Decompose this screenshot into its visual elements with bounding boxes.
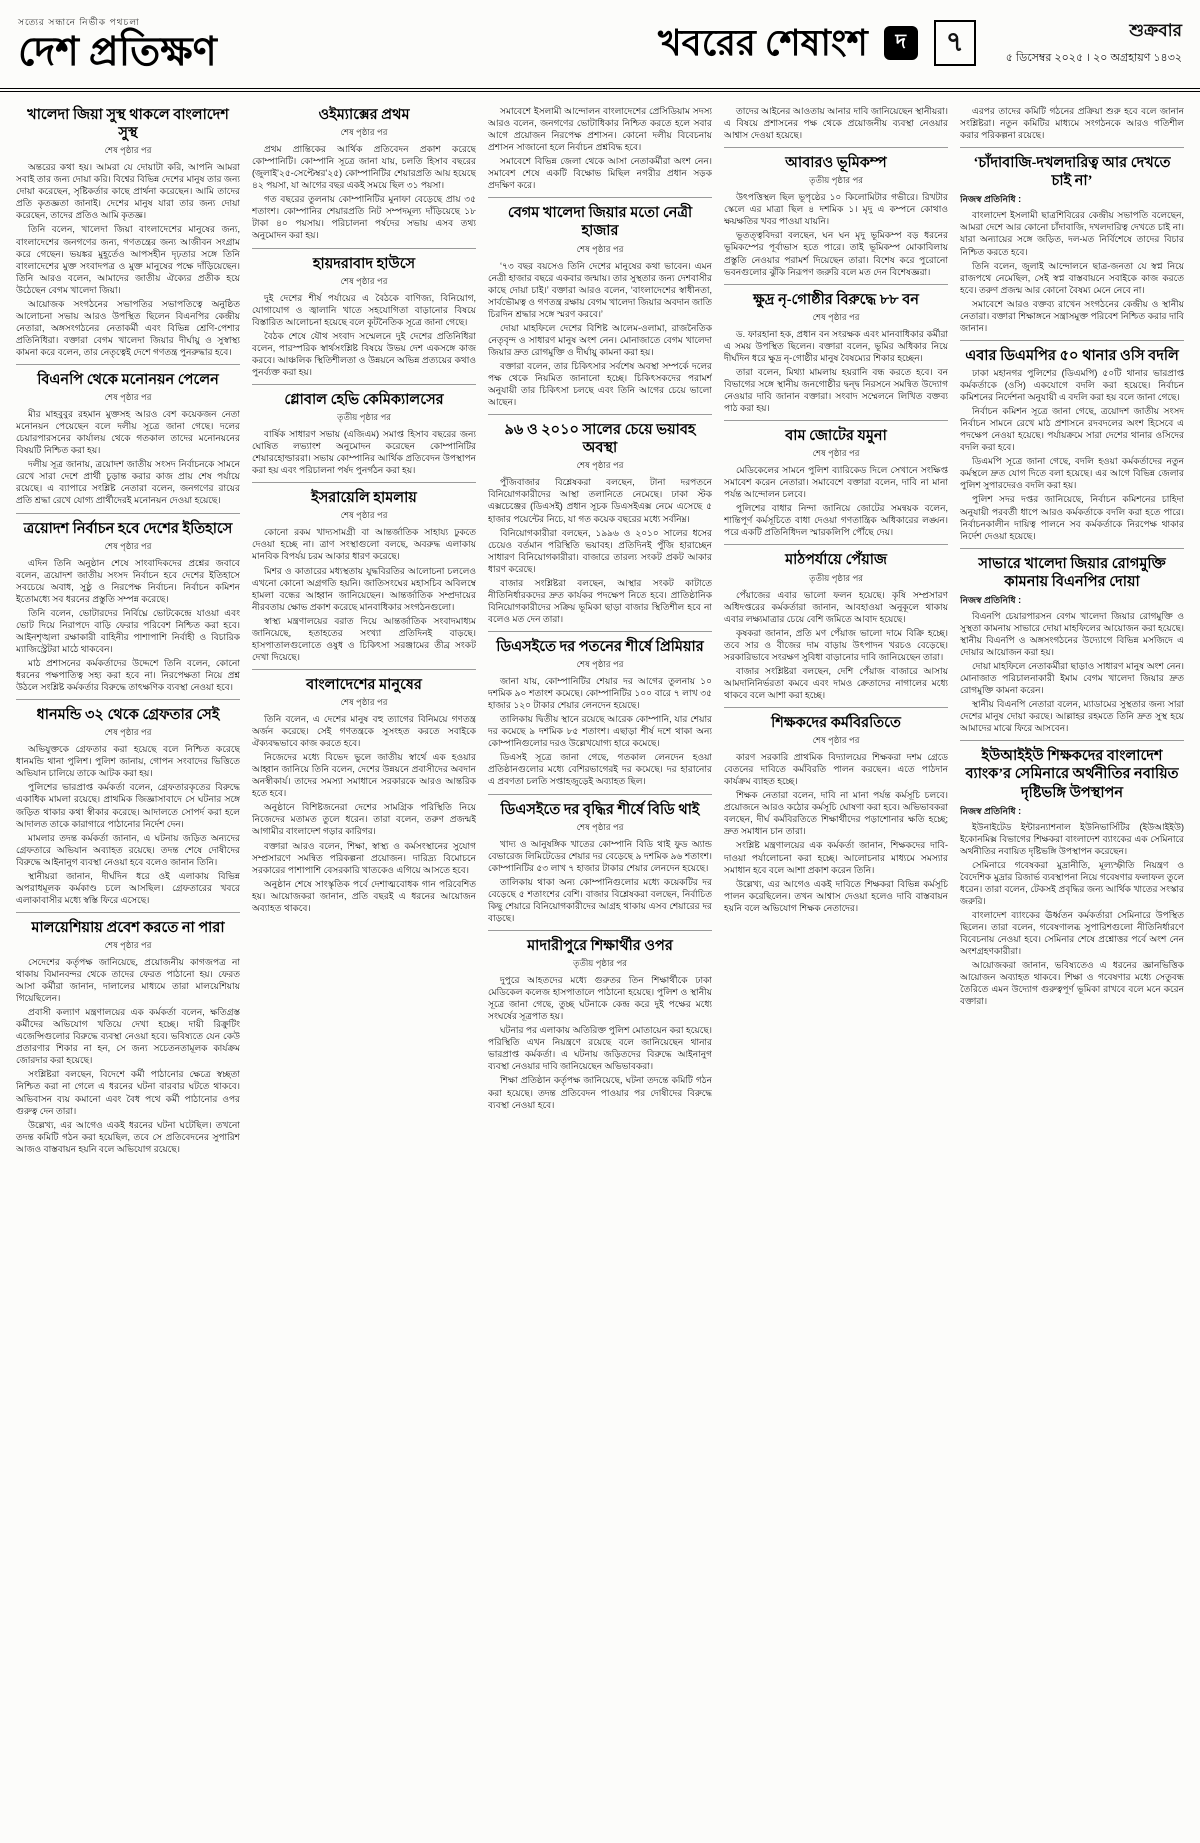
article-paragraph: অনুষ্ঠান শেষে সাংস্কৃতিক পর্বে দেশাত্মবোধক গান পরিবেশিত হয়। আয়োজকরা জানান, প্রতি বছরই এ ধরনের আয়োজন অব্যাহত থাকবে।: [252, 878, 476, 913]
article-byline: নিজস্ব প্রতিনিধি :: [960, 594, 1022, 605]
continuation-label: শেষ পৃষ্ঠার পর: [576, 243, 624, 254]
article-headline: গ্লোবাল হেভি কেমিক্যালসের: [284, 391, 444, 408]
article: [16, 513, 240, 694]
article-paragraph: তিনি বলেন, জুলাই আন্দোলনে ছাত্র-জনতা যে স্বপ্ন নিয়ে রাজপথে নেমেছিল, সেই স্বপ্ন বাস্তবায়নে সবাইকে কাজ করতে হবে। তরুণ প্রজন্ম আর কোনো বৈষম্য মেনে নেবে না।: [960, 260, 1184, 295]
paper-emblem-icon: দ: [884, 26, 918, 60]
page-number-box: [934, 20, 976, 66]
article-paragraph: নিজেদের মধ্যে বিভেদ ভুলে জাতীয় স্বার্থে এক হওয়ার আহ্বান জানিয়ে তিনি বলেন, দেশের উন্নয়নে প্রবাসীদের অবদান অনস্বীকার্য। তাদের সমস্যা সমাধানে সরকারকে আরও আন্তরিক হতে হবে।: [252, 752, 476, 799]
article-byline: নিজস্ব প্রতিনিধি :: [960, 194, 1022, 205]
article-paragraph: প্রবাসী কল্যাণ মন্ত্রণালয়ের এক কর্মকর্তা বলেন, ক্ষতিগ্রস্ত কর্মীদের অভিযোগ খতিয়ে দেখা হচ্ছে। দায়ী রিক্রুটিং এজেন্সিগুলোর বিরুদ্ধে ব্যবস্থা নেওয়া হবে। ভবিষ্যতে যেন কেউ প্রতারণার শিকার না হন, সে জন্য সচেতনতামূলক কার্যক্রম জোরদার করা হয়েছে।: [16, 1007, 240, 1066]
article-byline: নিজস্ব প্রতিনিধি :: [960, 805, 1022, 816]
article-paragraph: বিনিয়োগকারীরা বলছেন, ১৯৯৬ ও ২০১০ সালের ধসের চেয়েও বর্তমান পরিস্থিতি ভয়াবহ। প্রতিদিনই পুঁজি হারাচ্ছেন সাধারণ বিনিয়োগকারীরা। বাজারে তারল্য সংকট প্রকট আকার ধারণ করেছে।: [488, 527, 712, 574]
article-headline: ওইম্যাক্সের প্রথম: [318, 107, 410, 123]
article-paragraph: বক্তারা আরও বলেন, শিক্ষা, স্বাস্থ্য ও কর্মসংস্থানের সুযোগ সম্প্রসারণে সমন্বিত পরিকল্পনা প্রয়োজন। দারিদ্র্য বিমোচনে সরকারের পাশাপাশি বেসরকারি খাতকেও এগিয়ে আসতে হবে।: [252, 840, 476, 875]
article: [252, 482, 476, 663]
article-headline: ‘চাঁদাবাজি-দখলদারিত্ব আর দেখতে চাই না’: [973, 155, 1171, 190]
article-headline: বিএনপি থেকে মনোনয়ন পেলেন: [37, 372, 219, 388]
article-paragraph: বক্তারা বলেন, তার চিকিৎসার সর্বশেষ অবস্থা সম্পর্কে দলের পক্ষ থেকে নিয়মিত জানানো হচ্ছে। চিকিৎসকদের পরামর্শ অনুযায়ী তার চিকিৎসা চলছে এবং তিনি আগের চেয়ে ভালো আছেন।: [488, 360, 712, 408]
continuation-label: শেষ পৃষ্ঠার পর: [104, 727, 152, 738]
article-paragraph: দুই দেশের শীর্ষ পর্যায়ের এ বৈঠকে বাণিজ্য, বিনিয়োগ, যোগাযোগ ও জ্বালানি খাতে সহযোগিতা বাড়ানোর বিষয়ে বিস্তারিত আলোচনা হয়েছে বলে কূটনৈতিক সূত্রে জানা গেছে।: [252, 292, 476, 327]
article-paragraph: বাজার সংশ্লিষ্টরা বলছেন, আস্থার সংকট কাটাতে নীতিনির্ধারকদের দ্রুত কার্যকর পদক্ষেপ নিতে হবে। প্রাতিষ্ঠানিক বিনিয়োগকারীদের সক্রিয় ভূমিকা ছাড়া বাজার স্থিতিশীল হবে না বলেও মত দেন তারা।: [488, 577, 712, 624]
article-paragraph: বাংলাদেশ ইসলামী ছাত্রশিবিরের কেন্দ্রীয় সভাপতি বলেছেন, আমরা দেশে আর কোনো চাঁদাবাজি, দখলদারিত্ব দেখতে চাই না। যারা অন্যায়ের সঙ্গে জড়িত, দল-মত নির্বিশেষে তাদের বিচার নিশ্চিত করতে হবে।: [960, 210, 1184, 257]
article-paragraph: উল্লেখ্য, এর আগেও একই ধরনের ঘটনা ঘটেছিল। তখনো তদন্ত কমিটি গঠন করা হয়েছিল, তবে সে প্রতিবেদনের সুপারিশ আজও বাস্তবায়ন হয়নি বলে অভিযোগ রয়েছে।: [16, 1119, 240, 1154]
article-headline: সাভারে খালেদা জিয়ার রোগমুক্তি কামনায় বিএনপির দোয়া: [978, 555, 1166, 590]
article-headline: বেগম খালেদা জিয়ার মতো নেত্রী হাজার: [507, 205, 693, 240]
article-paragraph: ঘটনার পর এলাকায় অতিরিক্ত পুলিশ মোতায়েন করা হয়েছে। পরিস্থিতি এখন নিয়ন্ত্রণে রয়েছে বলে জানিয়েছেন থানার ভারপ্রাপ্ত কর্মকর্তা। এ ঘটনায় জড়িতদের বিরুদ্ধে আইনানুগ ব্যবস্থা নেওয়ার দাবি জানিয়েছেন অভিভাবকরা।: [488, 1025, 712, 1072]
article-paragraph: এরপর তাদের কমিটি গঠনের প্রক্রিয়া শুরু হবে বলে জানান সংশ্লিষ্টরা। নতুন কমিটির মাধ্যমে সংগঠনকে আরও গতিশীল করার পরিকল্পনা রয়েছে।: [960, 106, 1184, 141]
article: [488, 794, 712, 924]
article-headline: মালয়েশিয়ায় প্রবেশ করতে না পারা: [31, 919, 225, 936]
article-paragraph: মেডিকেলের সামনে পুলিশ ব্যারিকেড দিলে সেখানে সংক্ষিপ্ত সমাবেশ করেন নেতারা। সমাবেশে বক্তারা বলেন, দাবি না মানা পর্যন্ত আন্দোলন চলবে।: [724, 465, 948, 500]
continuation-label: শেষ পৃষ্ঠার পর: [340, 697, 388, 708]
article-headline: ধানমন্ডি ৩২ থেকে গ্রেফতার সেই: [36, 707, 220, 724]
article-paragraph: অন্তরের কথা হয়। আমরা যে দোয়াটা করি, আপনি আমরা সবাই তার জন্য দোয়া করি। বিশ্বের বিভিন্ন দেশের মানুষ তার জন্য দোয়া করেছেন, সৃষ্টিকর্তার কাছে প্রার্থনা করেছেন। আমি তাদের প্রতি কৃতজ্ঞতা জানাই। দেশের মানুষ যারা তার জন্য দোয়া করেছেন, তাদের প্রতিও আমি কৃতজ্ঞ।: [16, 162, 240, 221]
continuation-label: শেষ পৃষ্ঠার পর: [812, 735, 860, 746]
continuation-label: শেষ পৃষ্ঠার পর: [812, 311, 860, 322]
article-paragraph: সংশ্লিষ্ট মন্ত্রণালয়ের এক কর্মকর্তা জানান, শিক্ষকদের দাবি-দাওয়া পর্যালোচনা করা হচ্ছে। আলোচনার মাধ্যমে সমস্যার সমাধান হবে বলে আশা প্রকাশ করেন তিনি।: [724, 840, 948, 875]
paper-logo: [18, 15, 217, 72]
article: [16, 102, 240, 358]
article-paragraph: মামলার তদন্ত কর্মকর্তা জানান, এ ঘটনায় জড়িত অন্যদের গ্রেফতারে অভিযান অব্যাহত রয়েছে। তদন্ত শেষে দোষীদের বিরুদ্ধে আইনানুগ ব্যবস্থা নেওয়া হবে বলেও জানান তিনি।: [16, 832, 240, 867]
continuation-label: শেষ পৃষ্ঠার পর: [812, 448, 860, 459]
article: [724, 147, 948, 277]
continuation-label: শেষ পৃষ্ঠার পর: [104, 940, 152, 950]
article-paragraph: তিনি বলেন, এ দেশের মানুষ বহু ত্যাগের বিনিময়ে গণতন্ত্র অর্জন করেছে। সেই গণতন্ত্রকে সুসংহত করতে সবাইকে ঐক্যবদ্ধভাবে কাজ করতে হবে।: [252, 714, 476, 749]
article: [724, 102, 948, 141]
section-title: খবরের শেষাংশ: [658, 23, 868, 63]
article-paragraph: অনুষ্ঠানে বিশিষ্টজনেরা দেশের সামগ্রিক পরিস্থিতি নিয়ে নিজেদের মতামত তুলে ধরেন। তারা বলেন, তরুণ প্রজন্মই আগামীর বাংলাদেশ গড়ার কারিগর।: [252, 802, 476, 837]
continuation-label: শেষ পৃষ্ঠার পর: [104, 145, 152, 156]
article-paragraph: আয়োজকরা জানান, ভবিষ্যতেও এ ধরনের জ্ঞানভিত্তিক আয়োজন অব্যাহত থাকবে। শিক্ষা ও গবেষণার মধ্যে সেতুবন্ধ তৈরিতে এমন উদ্যোগ গুরুত্বপূর্ণ ভূমিকা রাখবে বলে মনে করেন বক্তারা।: [960, 960, 1184, 1007]
article: [960, 147, 1184, 334]
article: [252, 248, 476, 378]
article-headline: আবারও ভূমিকম্প: [785, 155, 887, 172]
continuation-label: শেষ পৃষ্ঠার পর: [104, 540, 152, 551]
article-paragraph: সমাবেশে বিভিন্ন জেলা থেকে আসা নেতাকর্মীরা অংশ নেন। সমাবেশ শেষে একটি বিক্ষোভ মিছিল নগরীর প্রধান সড়ক প্রদক্ষিণ করে।: [488, 156, 712, 191]
article-paragraph: তিনি বলেন, ভোটারদের নির্বিঘ্নে ভোটকেন্দ্রে যাওয়া এবং ভোট দিয়ে নিরাপদে বাড়ি ফেরার পরিবেশ নিশ্চিত করা হবে। আইনশৃঙ্খলা রক্ষাকারী বাহিনীর পাশাপাশি নির্বাহী ও বিচারিক ম্যাজিস্ট্রেটরা মাঠে থাকবেন।: [16, 607, 240, 654]
article-paragraph: শিক্ষক নেতারা বলেন, দাবি না মানা পর্যন্ত কর্মসূচি চলবে। প্রয়োজনে আরও কঠোর কর্মসূচি ঘোষণা করা হবে। অভিভাবকরা বলছেন, দীর্ঘ কর্মবিরতিতে শিক্ষার্থীদের পড়াশোনার ক্ষতি হচ্ছে; দ্রুত সমাধান চান তারা।: [724, 790, 948, 837]
article-paragraph: পুলিশ সদর দপ্তর জানিয়েছে, নির্বাচন কমিশনের চাহিদা অনুযায়ী পরবর্তী ধাপে আরও কর্মকর্তাকে বদলি করা হতে পারে। নির্বাচনকালীন দায়িত্ব পালনে সব কর্মকর্তাকে নিরপেক্ষ থাকার নির্দেশ দেওয়া হয়েছে।: [960, 494, 1184, 541]
article-headline: হায়দরাবাদ হাউসে: [312, 255, 416, 272]
article-headline: খালেদা জিয়া সুস্থ থাকলে বাংলাদেশ সুস্থ: [27, 107, 229, 142]
article-paragraph: সমাবেশে ইসলামী আন্দোলন বাংলাদেশের প্রেসিডিয়াম সদস্য আরও বলেন, জনগণের ভোটাধিকার নিশ্চিত করতে হলে সবার আগে প্রয়োজন নিরপেক্ষ প্রশাসন। কোনো দলীয় বিবেচনায় প্রশাসন সাজানো হলে নির্বাচন প্রশ্নবিদ্ধ হবে।: [488, 106, 712, 153]
article: [16, 364, 240, 507]
article-paragraph: এদিন তিনি অনুষ্ঠান শেষে সাংবাদিকদের প্রশ্নের জবাবে বলেন, ত্রয়োদশ জাতীয় সংসদ নির্বাচন হবে দেশের ইতিহাসে সবচেয়ে অবাধ, সুষ্ঠু ও নিরপেক্ষ নির্বাচন। নির্বাচন কমিশন ইতোমধ্যে সব ধরনের প্রস্তুতি সম্পন্ন করেছে।: [16, 557, 240, 604]
article-paragraph: শিক্ষা প্রতিষ্ঠান কর্তৃপক্ষ জানিয়েছে, ঘটনা তদন্তে কমিটি গঠন করা হয়েছে। তদন্ত প্রতিবেদন পাওয়ার পর দোষীদের বিরুদ্ধে ব্যবস্থা নেওয়া হবে।: [488, 1075, 712, 1110]
article-paragraph: সেদেশের কর্তৃপক্ষ জানিয়েছে, প্রয়োজনীয় কাগজপত্র না থাকায় বিমানবন্দর থেকে তাদের ফেরত পাঠানো হয়। ফেরত আসা কর্মীরা জানান, দালালের মাধ্যমে তারা মালয়েশিয়ায় গিয়েছিলেন।: [16, 957, 240, 1004]
article: [724, 284, 948, 414]
continuation-label: শেষ পৃষ্ঠার পর: [340, 510, 388, 521]
article-headline: মাঠপর্যায়ে পেঁয়াজ: [785, 552, 887, 569]
date-line: ৫ ডিসেম্বর ২০২৫ । ২০ অগ্রহায়ণ ১৪৩২: [1005, 52, 1182, 64]
article-paragraph: ইউনাইটেড ইন্টারন্যাশনাল ইউনিভার্সিটির (ইউআইইউ) ইকোনমিক্স বিভাগের শিক্ষকরা বাংলাদেশ ব্যাংকের এক সেমিনারে অর্থনীতির নবায়িত দৃষ্টিভঙ্গি উপস্থাপন করেছেন।: [960, 821, 1184, 856]
column-1: [16, 102, 240, 1831]
article-headline: ডিএসইতে দর পতনের শীর্ষে প্রিমিয়ার: [496, 638, 704, 655]
article: [252, 669, 476, 914]
article-paragraph: পুলিশের বাধার নিন্দা জানিয়ে জোটের সমন্বয়ক বলেন, শান্তিপূর্ণ কর্মসূচিতে বাধা দেওয়া গণতান্ত্রিক অধিকারের লঙ্ঘন। পরে একটি প্রতিনিধিদল স্মারকলিপি পৌঁছে দেয়।: [724, 503, 948, 538]
article-headline: ইউআইইউ শিক্ষকদের বাংলাদেশ ব্যাংক’র সেমিনারে অর্থনীতির নবায়িত দৃষ্টিভঙ্গি উপস্থাপন: [965, 748, 1179, 801]
article: [488, 414, 712, 625]
article-paragraph: গত বছরের তুলনায় কোম্পানিটির মুনাফা বেড়েছে প্রায় ৩৫ শতাংশ। কোম্পানির শেয়ারপ্রতি নিট সম্পদমূল্য দাঁড়িয়েছে ১৮ টাকা ৪০ পয়সায়। পরিচালনা পর্ষদের সভায় এসব তথ্য অনুমোদন করা হয়।: [252, 194, 476, 241]
article-paragraph: জানা যায়, কোম্পানিটির শেয়ার দর আগের তুলনায় ১০ দশমিক ৯০ শতাংশ কমেছে। কোম্পানিটির ১০০ বারে ৭ লাখ ৩৫ হাজার ১২০ টাকার শেয়ার লেনদেন হয়েছে।: [488, 676, 712, 711]
article-paragraph: উল্লেখ্য, এর আগেও একই দাবিতে শিক্ষকরা বিভিন্ন কর্মসূচি পালন করেছিলেন। তখন আশ্বাস দেওয়া হলেও দাবি বাস্তবায়ন হয়নি বলে অভিযোগ শিক্ষক নেতাদের।: [724, 878, 948, 913]
article-paragraph: ডিএসই সূত্রে জানা গেছে, গতকাল লেনদেন হওয়া প্রতিষ্ঠানগুলোর মধ্যে বেশিরভাগেরই দর কমেছে। দর হারানোর এ প্রবণতা চলতি সপ্তাহজুড়েই অব্যাহত ছিল।: [488, 752, 712, 787]
article: [488, 930, 712, 1111]
continuation-label: তৃতীয় পৃষ্ঠার পর: [809, 572, 863, 583]
article: [252, 102, 476, 242]
article-paragraph: সংশ্লিষ্টরা বলছেন, বিদেশে কর্মী পাঠানোর ক্ষেত্রে স্বচ্ছতা নিশ্চিত করা না গেলে এ ধরনের ঘটনা বারবার ঘটতে থাকবে। অভিবাসন ব্যয় কমানো এবং বৈধ পথে কর্মী পাঠানোর ওপর গুরুত্ব দেন তারা।: [16, 1069, 240, 1116]
paper-name: দেশ প্রতিক্ষণ: [18, 28, 217, 74]
article-paragraph: বৈঠক শেষে যৌথ সংবাদ সম্মেলনে দুই দেশের প্রতিনিধিরা বলেন, পারস্পরিক স্বার্থসংশ্লিষ্ট বিষয়ে উভয় দেশ একসঙ্গে কাজ করবে। আঞ্চলিক স্থিতিশীলতা ও উন্নয়নে অভিন্ন প্রত্যয়ের কথাও পুনর্ব্যক্ত করা হয়।: [252, 330, 476, 377]
article-paragraph: তালিকায় দ্বিতীয় স্থানে রয়েছে আরেক কোম্পানি, যার শেয়ার দর কমেছে ৯ দশমিক ৮৫ শতাংশ। এছাড়া শীর্ষ দশে থাকা অন্য কোম্পানিগুলোর দরও উল্লেখযোগ্য হারে কমেছে।: [488, 714, 712, 749]
article: [724, 420, 948, 538]
article-paragraph: দলীয় সূত্র জানায়, ত্রয়োদশ জাতীয় সংসদ নির্বাচনকে সামনে রেখে সারা দেশে প্রার্থী চূড়ান্ত করার কাজ প্রায় শেষ পর্যায়ে রয়েছে। এ ব্যাপারে সংশ্লিষ্ট নেতারা বলেন, জনগণের রায়ের প্রতি শ্রদ্ধা রেখে যোগ্য প্রার্থীদেরই মনোনয়ন দেওয়া হয়েছে।: [16, 459, 240, 506]
column-4: [724, 102, 948, 1831]
continuation-label: শেষ পৃষ্ঠার পর: [576, 460, 624, 471]
article-paragraph: স্থানীয় বিএনপি নেতারা বলেন, ম্যাডামের সুস্থতার জন্য সারা দেশের মানুষ দোয়া করছে। আল্লাহর রহমতে তিনি দ্রুত সুস্থ হয়ে আমাদের মাঝে ফিরে আসবেন।: [960, 699, 1184, 734]
article-paragraph: বাজার সংশ্লিষ্টরা বলছেন, দেশি পেঁয়াজ বাজারে আসায় আমদানিনির্ভরতা কমবে এবং দামও ক্রেতাদের নাগালের মধ্যে থাকবে বলে আশা করা হচ্ছে।: [724, 665, 948, 700]
article-paragraph: মিশর ও কাতারের মধ্যস্থতায় যুদ্ধবিরতির আলোচনা চললেও এখনো কোনো অগ্রগতি হয়নি। জাতিসংঘের মহাসচিব অবিলম্বে হামলা বন্ধের আহ্বান জানিয়েছেন। আন্তর্জাতিক সম্প্রদায়ের নীরবতায় ক্ষোভ প্রকাশ করেছে মানবাধিকার সংগঠনগুলো।: [252, 565, 476, 612]
article-paragraph: তালিকায় থাকা অন্য কোম্পানিগুলোর মধ্যে কয়েকটির দর বেড়েছে ৫ শতাংশের বেশি। বাজার বিশ্লেষকরা বলছেন, নির্বাচিত কিছু শেয়ারে বিনিয়োগকারীদের আগ্রহ থাকায় এসব শেয়ারের দর বাড়ছে।: [488, 876, 712, 923]
article: [960, 548, 1184, 735]
article-paragraph: স্থানীয়রা জানান, দীর্ঘদিন ধরে ওই এলাকায় বিভিন্ন অপরাধমূলক কর্মকাণ্ড চলে আসছিল। গ্রেফতারের খবরে এলাকাবাসীর মধ্যে স্বস্তি ফিরে এসেছে।: [16, 870, 240, 905]
article-paragraph: বার্ষিক সাধারণ সভায় (এজিএম) সমাপ্ত হিসাব বছরের জন্য ঘোষিত লভ্যাংশ অনুমোদন করেছেন কোম্পানিটির শেয়ারহোল্ডাররা। সভায় কোম্পানির আর্থিক প্রতিবেদন উপস্থাপন করা হয় এবং পরিচালনা পর্ষদ পুনর্গঠন করা হয়।: [252, 429, 476, 476]
article-paragraph: ডিএমপি সূত্রে জানা গেছে, বদলি হওয়া কর্মকর্তাদের নতুন কর্মস্থলে দ্রুত যোগ দিতে বলা হয়েছে। এর আগে বিভিন্ন জেলার পুলিশ সুপারদেরও বদলি করা হয়।: [960, 456, 1184, 491]
article-paragraph: স্বাস্থ্য মন্ত্রণালয়ের বরাত দিয়ে আন্তর্জাতিক সংবাদমাধ্যম জানিয়েছে, হতাহতের সংখ্যা প্রতিদিনই বাড়ছে। হাসপাতালগুলোতে ওষুধ ও চিকিৎসা সরঞ্জামের তীব্র সংকট দেখা দিয়েছে।: [252, 615, 476, 662]
article: [252, 384, 476, 476]
article-paragraph: দোয়া মাহফিলে নেতাকর্মীরা ছাড়াও সাধারণ মানুষ অংশ নেন। মোনাজাত পরিচালনাকারী ইমাম বেগম খালেদা জিয়ার দ্রুত রোগমুক্তি কামনা করেন।: [960, 661, 1184, 696]
article: [960, 340, 1184, 542]
article-paragraph: কোনো রকম খাদ্যসামগ্রী বা আন্তর্জাতিক সাহায্য ঢুকতে দেওয়া হচ্ছে না। ত্রাণ সংস্থাগুলো বলছে, অবরুদ্ধ এলাকায় মানবিক বিপর্যয় চরম আকার ধারণ করেছে।: [252, 527, 476, 562]
article-paragraph: খাদ্য ও আনুষঙ্গিক খাতের কোম্পানি বিডি থাই ফুড অ্যান্ড বেভারেজ লিমিটেডের শেয়ার দর বেড়েছে ৯ দশমিক ৯৬ শতাংশ। কোম্পানিটির ৫৩ লাখ ৭ হাজার টাকার শেয়ার লেনদেন হয়েছে।: [488, 838, 712, 873]
article: [960, 102, 1184, 141]
article-paragraph: নির্বাচন কমিশন সূত্রে জানা গেছে, ত্রয়োদশ জাতীয় সংসদ নির্বাচন সামনে রেখে মাঠ প্রশাসনে রদবদলের অংশ হিসেবে এ পদক্ষেপ নেওয়া হয়েছে। পর্যায়ক্রমে সারা দেশের থানার ওসিদের বদলি করা হবে।: [960, 406, 1184, 453]
article-paragraph: তাদের আইনের আওতায় আনার দাবি জানিয়েছেন স্থানীয়রা। এ বিষয়ে প্রশাসনের পক্ষ থেকে প্রয়োজনীয় ব্যবস্থা নেওয়ার আশ্বাস দেওয়া হয়েছে।: [724, 106, 948, 141]
article: [960, 740, 1184, 1007]
article-paragraph: মীর মাহবুবুর রহমান মুক্তসহ আরও বেশ কয়েকজন নেতা মনোনয়ন পেয়েছেন বলে দলীয় সূত্রে জানা গেছে। দলের চেয়ারপারসনের কার্যালয় থেকে গতকাল তাদের মনোনয়নের বিষয়টি নিশ্চিত করা হয়।: [16, 409, 240, 456]
page-number: ৭: [945, 25, 964, 57]
article-paragraph: ড. ফারহানা হক, প্রধান বন সংরক্ষক এবং মানবাধিকার কর্মীরা এ সময় উপস্থিত ছিলেন। বক্তারা বলেন, ভূমির অধিকার নিয়ে দীর্ঘদিন ধরে ক্ষুদ্র নৃ-গোষ্ঠীর মানুষ বৈষম্যের শিকার হচ্ছেন।: [724, 328, 948, 363]
article-headline: ক্ষুদ্র নৃ-গোষ্ঠীর বিরুদ্ধে ৮৮ বন: [753, 291, 919, 308]
article-paragraph: মাঠ প্রশাসনের কর্মকর্তাদের উদ্দেশে তিনি বলেন, কোনো ধরনের পক্ষপাতিত্ব সহ্য করা হবে না। নিরপেক্ষতা নিয়ে প্রশ্ন উঠলে সংশ্লিষ্ট কর্মকর্তার বিরুদ্ধে তাৎক্ষণিক ব্যবস্থা নেওয়া হবে।: [16, 658, 240, 693]
article-headline: ৯৬ ও ২০১০ সালের চেয়ে ভয়াবহ অবস্থা: [504, 422, 696, 457]
article-paragraph: প্রথম প্রান্তিকের আর্থিক প্রতিবেদন প্রকাশ করেছে কোম্পানিটি। কোম্পানি সূত্রে জানা যায়, চলতি হিসাব বছরের (জুলাই’২৫-সেপ্টেম্বর’২৫) কোম্পানিটির শেয়ারপ্রতি আয় হয়েছে ৪২ পয়সা, যা আগের বছর একই সময়ে ছিল ৩১ পয়সা।: [252, 144, 476, 191]
article-paragraph: ভূতত্ত্ববিদরা বলছেন, ঘন ঘন মৃদু ভূমিকম্প বড় ধরনের ভূমিকম্পের পূর্বাভাস হতে পারে। তাই ভূমিকম্প মোকাবিলায় প্রস্তুতি নেওয়ার পরামর্শ দিয়েছেন তারা। বিশেষ করে পুরোনো ভবনগুলোর ঝুঁকি নিরূপণ জরুরি বলে মত দেন বিশেষজ্ঞরা।: [724, 230, 948, 277]
column-2: [252, 102, 476, 1831]
article-headline: ইসরায়েলি হামলায়: [311, 490, 417, 507]
article-paragraph: উৎপত্তিস্থল ছিল ভূপৃষ্ঠের ১০ কিলোমিটার গভীরে। রিখটার স্কেলে এর মাত্রা ছিল ৪ দশমিক ১। মৃদু এ কম্পনে কোথাও ক্ষয়ক্ষতির খবর পাওয়া যায়নি।: [724, 192, 948, 227]
article-paragraph: পুলিশের ভারপ্রাপ্ত কর্মকর্তা বলেন, গ্রেফতারকৃতের বিরুদ্ধে একাধিক মামলা রয়েছে। প্রাথমিক জিজ্ঞাসাবাদে সে ঘটনার সঙ্গে জড়িত থাকার কথা স্বীকার করেছে। আদালতে সোপর্দ করা হলে আদালত তাকে কারাগারে পাঠানোর নির্দেশ দেন।: [16, 782, 240, 829]
article-paragraph: পুঁজিবাজার বিশ্লেষকরা বলছেন, টানা দরপতনে বিনিয়োগকারীদের আস্থা তলানিতে নেমেছে। ঢাকা স্টক এক্সচেঞ্জের (ডিএসই) প্রধান সূচক ডিএসইএক্স নেমে এসেছে ৫ হাজার পয়েন্টের নিচে, যা গত কয়েক বছরের মধ্যে সর্বনিম্ন।: [488, 477, 712, 524]
article-headline: বাংলাদেশের মানুষের: [306, 676, 422, 693]
article-headline: মাদারীপুরে শিক্ষার্থীর ওপর: [527, 937, 673, 954]
article: [16, 699, 240, 906]
article-paragraph: সমাবেশে আরও বক্তব্য রাখেন সংগঠনের কেন্দ্রীয় ও স্থানীয় নেতারা। বক্তারা শিক্ষাঙ্গনে সন্ত্রাসমুক্ত পরিবেশ নিশ্চিত করার দাবি জানান।: [960, 298, 1184, 333]
article-paragraph: পেঁয়াজের এবার ভালো ফলন হয়েছে। কৃষি সম্প্রসারণ অধিদপ্তরের কর্মকর্তারা জানান, আবহাওয়া অনুকূলে থাকায় এবার লক্ষ্যমাত্রার চেয়ে বেশি জমিতে আবাদ হয়েছে।: [724, 589, 948, 624]
article-paragraph: তিনি বলেন, খালেদা জিয়া বাংলাদেশের মানুষের জন্য, বাংলাদেশের জনগণের জন্য, গণতন্ত্রের জন্য আজীবন সংগ্রাম করে গেছেন। ভয়ঙ্কর মুহূর্তেও আপসহীন দৃঢ়তার সঙ্গে তিনি বাংলাদেশের মুক্ত সংবাদপত্র ও মুক্ত মানুষের পক্ষে দাঁড়িয়েছেন। তিনি আরও বলেন, আমাদের জাতীয় ঐক্যের প্রতীক হয়ে উঠেছেন বেগম খালেদা জিয়া।: [16, 224, 240, 295]
continuation-label: শেষ পৃষ্ঠার পর: [576, 659, 624, 670]
article-paragraph: আয়োজক সংগঠনের সভাপতির সভাপতিত্বে অনুষ্ঠিত আলোচনা সভায় আরও উপস্থিত ছিলেন বিএনপির কেন্দ্রীয় নেতারা, অঙ্গসংগঠনের নেতাকর্মী এবং বিভিন্ন শ্রেণি-পেশার প্রতিনিধিরা। বক্তারা বেগম খালেদা জিয়ার দীর্ঘায়ু ও সুস্বাস্থ্য কামনা করে বলেন, তার নেতৃত্বেই দেশে গণতন্ত্র পুনরুদ্ধার হবে।: [16, 298, 240, 357]
continuation-label: তৃতীয় পৃষ্ঠার পর: [337, 412, 391, 423]
article-paragraph: দুপুরে আহতদের মধ্যে গুরুতর তিন শিক্ষার্থীকে ঢাকা মেডিকেল কলেজ হাসপাতালে পাঠানো হয়েছে। পুলিশ ও স্থানীয় সূত্রে জানা গেছে, তুচ্ছ ঘটনাকে কেন্দ্র করে দুই পক্ষের মধ্যে সংঘর্ষের সূত্রপাত হয়।: [488, 975, 712, 1022]
article-paragraph: বিএনপি চেয়ারপারসন বেগম খালেদা জিয়ার রোগমুক্তি ও সুস্থতা কামনায় সাভারে দোয়া মাহফিলের আয়োজন করা হয়েছে। স্থানীয় বিএনপি ও অঙ্গসংগঠনের উদ্যোগে বিভিন্ন মসজিদে এ দোয়ার আয়োজন করা হয়।: [960, 610, 1184, 658]
article-headline: বাম জোটের যমুনা: [785, 428, 887, 445]
continuation-label: শেষ পৃষ্ঠার পর: [340, 127, 388, 138]
masthead-title-group: [658, 18, 1182, 68]
continuation-label: শেষ পৃষ্ঠার পর: [104, 392, 152, 403]
article-headline: ডিএসইতে দর বৃদ্ধির শীর্ষে বিডি থাই: [500, 801, 700, 818]
article-paragraph: তারা বলেন, মিথ্যা মামলায় হয়রানি বন্ধ করতে হবে। বন বিভাগের সঙ্গে স্থানীয় জনগোষ্ঠীর দ্বন্দ্ব নিরসনে সমন্বিত উদ্যোগ নেওয়ার দাবি জানান বক্তারা। সংবাদ সম্মেলনে লিখিত বক্তব্য পাঠ করা হয়।: [724, 366, 948, 413]
article: [488, 102, 712, 191]
column-3: [488, 102, 712, 1831]
column-5: [960, 102, 1184, 1831]
weekday-label: শুক্রবার: [1129, 21, 1182, 40]
article-headline: এবার ডিএমপির ৫০ থানার ওসি বদলি: [965, 347, 1179, 364]
article-paragraph: দোয়া মাহফিলে দেশের বিশিষ্ট আলেম-ওলামা, রাজনৈতিক নেতৃবৃন্দ ও সাধারণ মানুষ অংশ নেন। মোনাজাতে বেগম খালেদা জিয়ার দ্রুত রোগমুক্তি ও দীর্ঘায়ু কামনা করা হয়।: [488, 322, 712, 357]
article: [488, 197, 712, 408]
continuation-label: তৃতীয় পৃষ্ঠার পর: [573, 958, 627, 969]
article-paragraph: সেমিনারে গবেষকরা মুদ্রানীতি, মূল্যস্ফীতি নিয়ন্ত্রণ ও বৈদেশিক মুদ্রার রিজার্ভ ব্যবস্থাপনা নিয়ে গবেষণার ফলাফল তুলে ধরেন। তারা বলেন, টেকসই প্রবৃদ্ধির জন্য আর্থিক খাতের সংস্কার জরুরি।: [960, 859, 1184, 907]
continuation-label: তৃতীয় পৃষ্ঠার পর: [809, 175, 863, 186]
article: [16, 912, 240, 1155]
article-paragraph: কারণ সরকারি প্রাথমিক বিদ্যালয়ের শিক্ষকরা দশম গ্রেডে বেতনের দাবিতে কর্মবিরতি পালন করছেন। এতে পাঠদান কার্যক্রম ব্যাহত হচ্ছে।: [724, 752, 948, 787]
article-paragraph: অভিযুক্তকে গ্রেফতার করা হয়েছে বলে নিশ্চিত করেছে ধানমন্ডি থানা পুলিশ। পুলিশ জানায়, গোপন সংবাদের ভিত্তিতে অভিযান চালিয়ে তাকে আটক করা হয়।: [16, 744, 240, 779]
page-body: [0, 92, 1200, 1843]
article-paragraph: ‘৭৩ বছর বয়সেও তিনি দেশের মানুষের কথা ভাবেন। এমন নেত্রী হাজার বছরে একবার জন্মায়। তার সুস্থতার জন্য দেশবাসীর কাছে দোয়া চাই।’ বক্তারা আরও বলেন, ‘বাংলাদেশের স্বাধীনতা, সার্বভৌমত্ব ও গণতন্ত্র রক্ষায় বেগম খালেদা জিয়ার অবদান জাতি চিরদিন শ্রদ্ধার সঙ্গে স্মরণ করবে।’: [488, 260, 712, 319]
article-paragraph: বাংলাদেশ ব্যাংকের ঊর্ধ্বতন কর্মকর্তারা সেমিনারে উপস্থিত ছিলেন। তারা বলেন, গবেষণালব্ধ সুপারিশগুলো নীতিনির্ধারণে বিবেচনায় নেওয়া হবে। সেমিনার শেষে প্রশ্নোত্তর পর্বে অংশ নেন অংশগ্রহণকারীরা।: [960, 910, 1184, 957]
date-block: [1006, 18, 1182, 68]
article: [488, 631, 712, 788]
continuation-label: শেষ পৃষ্ঠার পর: [340, 275, 388, 286]
article: [724, 707, 948, 914]
masthead: [0, 0, 1200, 92]
paper-tagline: সত্যের সন্ধানে নির্ভীক পথচলা: [18, 16, 140, 27]
article-paragraph: ঢাকা মহানগর পুলিশের (ডিএমপি) ৫০টি থানার ভারপ্রাপ্ত কর্মকর্তাকে (ওসি) একযোগে বদলি করা হয়েছে। নির্বাচন কমিশনের নির্দেশনা অনুযায়ী এ বদলি করা হয় বলে জানা গেছে।: [960, 367, 1184, 403]
article: [724, 544, 948, 701]
article-headline: শিক্ষকদের কর্মবিরতিতে: [771, 715, 901, 731]
article-paragraph: কৃষকরা জানান, প্রতি মণ পেঁয়াজ ভালো দামে বিক্রি হচ্ছে। তবে সার ও বীজের দাম বাড়ায় উৎপাদন খরচও বেড়েছে। সরকারিভাবে সংরক্ষণ সুবিধা বাড়ানোর দাবি জানিয়েছেন তারা।: [724, 627, 948, 662]
article-headline: ত্রয়োদশ নির্বাচন হবে দেশের ইতিহাসে: [23, 520, 233, 537]
continuation-label: শেষ পৃষ্ঠার পর: [576, 821, 624, 832]
